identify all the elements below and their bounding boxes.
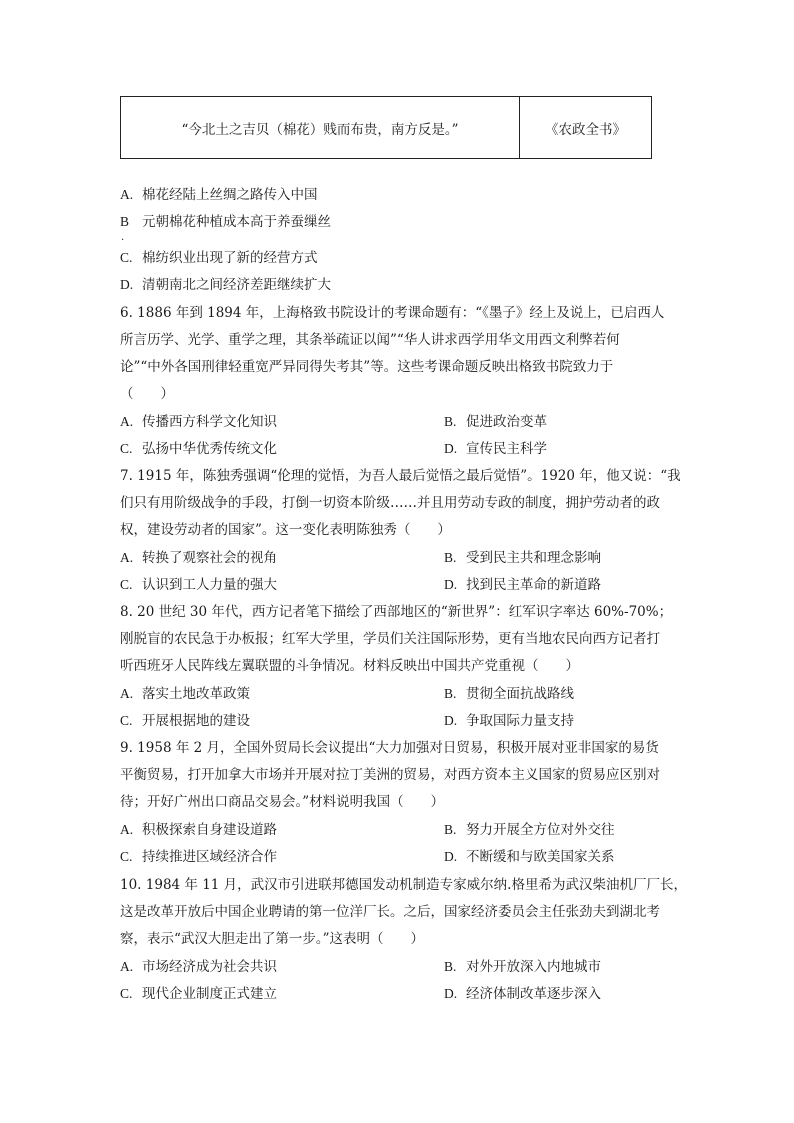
option-text: 促进政治变革 [466, 414, 547, 430]
q6-option-c [120, 440, 277, 458]
option-letter: D. [444, 441, 458, 456]
q7-option-d [444, 576, 601, 594]
option-text: 清朝南北之间经济差距继续扩大 [142, 277, 331, 293]
option-letter: A. [120, 550, 134, 565]
option-letter: B. [444, 414, 457, 429]
q8-option-b [444, 685, 574, 703]
option-text: 现代企业制度正式建立 [142, 986, 277, 1002]
q7-stem-line: 7. 1915 年，陈独秀强调“伦理的觉悟，为吾人最后觉悟之最后觉悟”。1920 年，他又说：“我 [120, 468, 681, 484]
q6-option-d [444, 440, 547, 458]
source-cell: 《农政全书》 [545, 121, 626, 138]
q10-option-d [444, 985, 601, 1003]
option-text: 棉花经陆上丝绸之路传入中国 [142, 187, 318, 203]
q9-option-b [444, 821, 615, 839]
option-text: 贯彻全面抗战路线 [466, 686, 574, 702]
q6-stem-line: （ ） [120, 386, 174, 402]
option-letter: C. [120, 713, 133, 728]
option-text: 传播西方科学文化知识 [142, 414, 277, 430]
option-letter: A. [120, 686, 134, 701]
q7-stem-line: 权，建设劳动者的国家”。这一变化表明陈独秀（ ） [120, 522, 451, 538]
source-table [120, 96, 652, 159]
q6-stem-line: 6. 1886 年到 1894 年，上海格致书院设计的考课命题有：“《墨子》经上及说上，已启西人 [120, 305, 665, 321]
q7-stem-line: 们只有用阶级战争的手段，打倒一切资本阶级……并且用劳动专政的制度，拥护劳动者的政 [120, 495, 660, 511]
option-text: 受到民主共和理念影响 [466, 550, 601, 566]
option-text: 开展根据地的建设 [142, 713, 250, 729]
option-text: 争取国际力量支持 [466, 713, 574, 729]
q7-option-b [444, 549, 601, 567]
option-letter: B. [444, 686, 457, 701]
option-text: 不断缓和与欧美国家关系 [466, 849, 615, 865]
q5-option-c [120, 249, 318, 267]
q9-option-d [444, 848, 615, 866]
q6-option-b [444, 413, 547, 431]
option-letter: C. [120, 441, 133, 456]
option-text: 找到民主革命的新道路 [466, 577, 601, 593]
q8-option-d [444, 712, 574, 730]
q6-option-a [120, 413, 277, 431]
q8-option-a [120, 685, 250, 703]
q10-stem-line: 这是改革开放后中国企业聘请的第一位洋厂长。之后，国家经济委员会主任张劲夫到湖北考 [120, 904, 660, 920]
option-letter: C. [120, 849, 133, 864]
option-text: 棉纺织业出现了新的经营方式 [142, 250, 318, 266]
q6-stem-line: 论”“中外各国刑律轻重宽严异同得失考其”等。这些考课命题反映出格致书院致力于 [120, 359, 614, 375]
q5-option-a [120, 186, 318, 204]
q9-option-a [120, 821, 277, 839]
option-letter: A. [120, 187, 134, 202]
q10-stem-line: 察，表示“武汉大胆走出了第一步。”这表明（ ） [120, 931, 425, 947]
option-text: 持续推进区域经济合作 [142, 849, 277, 865]
q5-option-b [120, 213, 331, 231]
option-text: 经济体制改革逐步深入 [466, 986, 601, 1002]
option-letter: C. [120, 986, 133, 1001]
q9-option-c [120, 848, 277, 866]
option-letter: A. [120, 959, 134, 974]
option-text: 认识到工人力量的强大 [142, 577, 277, 593]
q7-option-a [120, 549, 277, 567]
option-letter: D. [444, 849, 458, 864]
q10-option-a [120, 958, 277, 976]
option-letter: B. [444, 959, 457, 974]
q10-stem-line: 10. 1984 年 11 月，武汉市引进联邦德国发动机制造专家威尔纳.格里希为武汉柴油机厂厂长， [120, 877, 687, 893]
q6-stem-line: 所言历学、光学、重学之理，其条举疏证以闻”“华人讲求西学用华文用西文利弊若何 [120, 332, 620, 348]
quote-cell: “今北土之吉贝（棉花）贱而布贵，南方反是。” [121, 97, 520, 158]
q8-stem-line: 听西班牙人民阵线左翼联盟的斗争情况。材料反映出中国共产党重视（ ） [120, 658, 579, 674]
option-letter: D. [120, 277, 134, 292]
option-text: 转换了观察社会的视角 [142, 550, 277, 566]
option-text: 积极探索自身建设道路 [142, 822, 277, 838]
option-text: 努力开展全方位对外交往 [466, 822, 615, 838]
option-text: 市场经济成为社会共识 [142, 959, 277, 975]
q9-stem-line: 平衡贸易，打开加拿大市场并开展对拉丁美洲的贸易，对西方资本主义国家的贸易应区别对 [120, 767, 660, 783]
option-text: 宣传民主科学 [466, 441, 547, 457]
q10-option-c [120, 985, 277, 1003]
q5-option-d [120, 276, 331, 294]
option-text: 对外开放深入内地城市 [466, 959, 601, 975]
option-letter: B. [444, 822, 457, 837]
option-letter: D. [444, 986, 458, 1001]
option-letter: B. [444, 550, 457, 565]
option-letter: D. [444, 577, 458, 592]
stray-dot: . [121, 232, 125, 243]
option-letter: D. [444, 713, 458, 728]
option-text: 元朝棉花种植成本高于养蚕缫丝 [142, 214, 331, 230]
q10-option-b [444, 958, 601, 976]
option-letter: C. [120, 577, 133, 592]
q8-option-c [120, 712, 250, 730]
option-letter: A. [120, 822, 134, 837]
q9-stem-line: 9. 1958 年 2 月，全国外贸局长会议提出“大力加强对日贸易，积极开展对亚非国家的易货 [120, 740, 659, 756]
q7-option-c [120, 576, 277, 594]
q8-stem-line: 8. 20 世纪 30 年代，西方记者笔下描绘了西部地区的“新世界”：红军识字率达 60%-70%； [120, 604, 673, 620]
q9-stem-line: 待；开好广州出口商品交易会。”材料说明我国（ ） [120, 794, 445, 810]
option-text: 落实土地改革政策 [142, 686, 250, 702]
q8-stem-line: 刚脱盲的农民急于办板报；红军大学里，学员们关注国际形势，更有当地农民向西方记者打 [120, 631, 660, 647]
option-letter: B [120, 214, 130, 229]
option-letter: C. [120, 250, 133, 265]
option-text: 弘扬中华优秀传统文化 [142, 441, 277, 457]
option-letter: A. [120, 414, 134, 429]
